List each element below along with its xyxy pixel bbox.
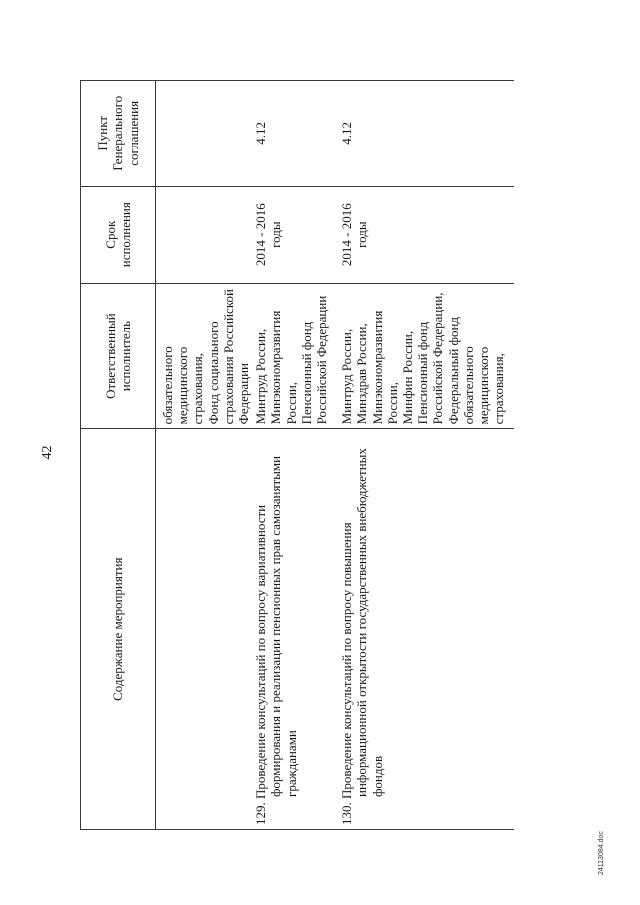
- executor-cell: [251, 283, 337, 429]
- clause-cell: [251, 81, 337, 187]
- executor-text: Минтруд России, Минздрав России, Минэкономразвития России, Минфин России, Пенсионный фонд Российской Федерации, Федеральный фонд обязательного медицинского страхования,: [339, 292, 507, 425]
- header-measure: Содержание мероприятия: [81, 429, 156, 830]
- header-term: Срок исполнения: [81, 186, 156, 283]
- continuation-clause-cell: [156, 81, 252, 187]
- table-row: [337, 81, 514, 830]
- executor-cell: [337, 283, 514, 429]
- page-number: 42: [40, 445, 55, 460]
- measure-cell: [251, 429, 337, 830]
- clause-text: 4.12: [253, 121, 269, 145]
- clause-cell: [337, 81, 514, 187]
- measure-text: 129. Проведение консультаций по вопросу вариативности формирования и реализации пенсионных прав самозанятыми гражданами: [253, 455, 299, 825]
- clause-text: 4.12: [339, 121, 355, 145]
- term-text: 2014 - 2016 годы: [339, 203, 370, 267]
- continuation-executor-cell: [156, 283, 252, 429]
- continuation-executor-text: обязательного медицинского страхования, Фонд социального страхования Российской Федерации: [160, 289, 252, 425]
- continuation-measure-cell: [156, 429, 252, 830]
- measures-table: [80, 80, 514, 830]
- term-cell: [337, 186, 514, 283]
- continuation-term-cell: [156, 186, 252, 283]
- measure-text: 130. Проведение консультаций по вопросу повышения информационной открытости государственных внебюджетных фондов: [339, 448, 385, 825]
- file-stamp: 24113084.doc: [598, 831, 605, 875]
- table-row-continuation: [156, 81, 252, 830]
- measure-cell: [337, 429, 514, 830]
- executor-text: Минтруд России, Минэкономразвития России, Пенсионный фонд Российской Федерации: [253, 295, 330, 425]
- term-cell: [251, 186, 337, 283]
- table-row: [251, 81, 337, 830]
- header-clause: Пункт Генерального соглашения: [81, 81, 156, 187]
- table-header-row: [81, 81, 156, 830]
- header-executor: Ответственный исполнитель: [81, 283, 156, 429]
- term-text: 2014 - 2016 годы: [253, 203, 284, 267]
